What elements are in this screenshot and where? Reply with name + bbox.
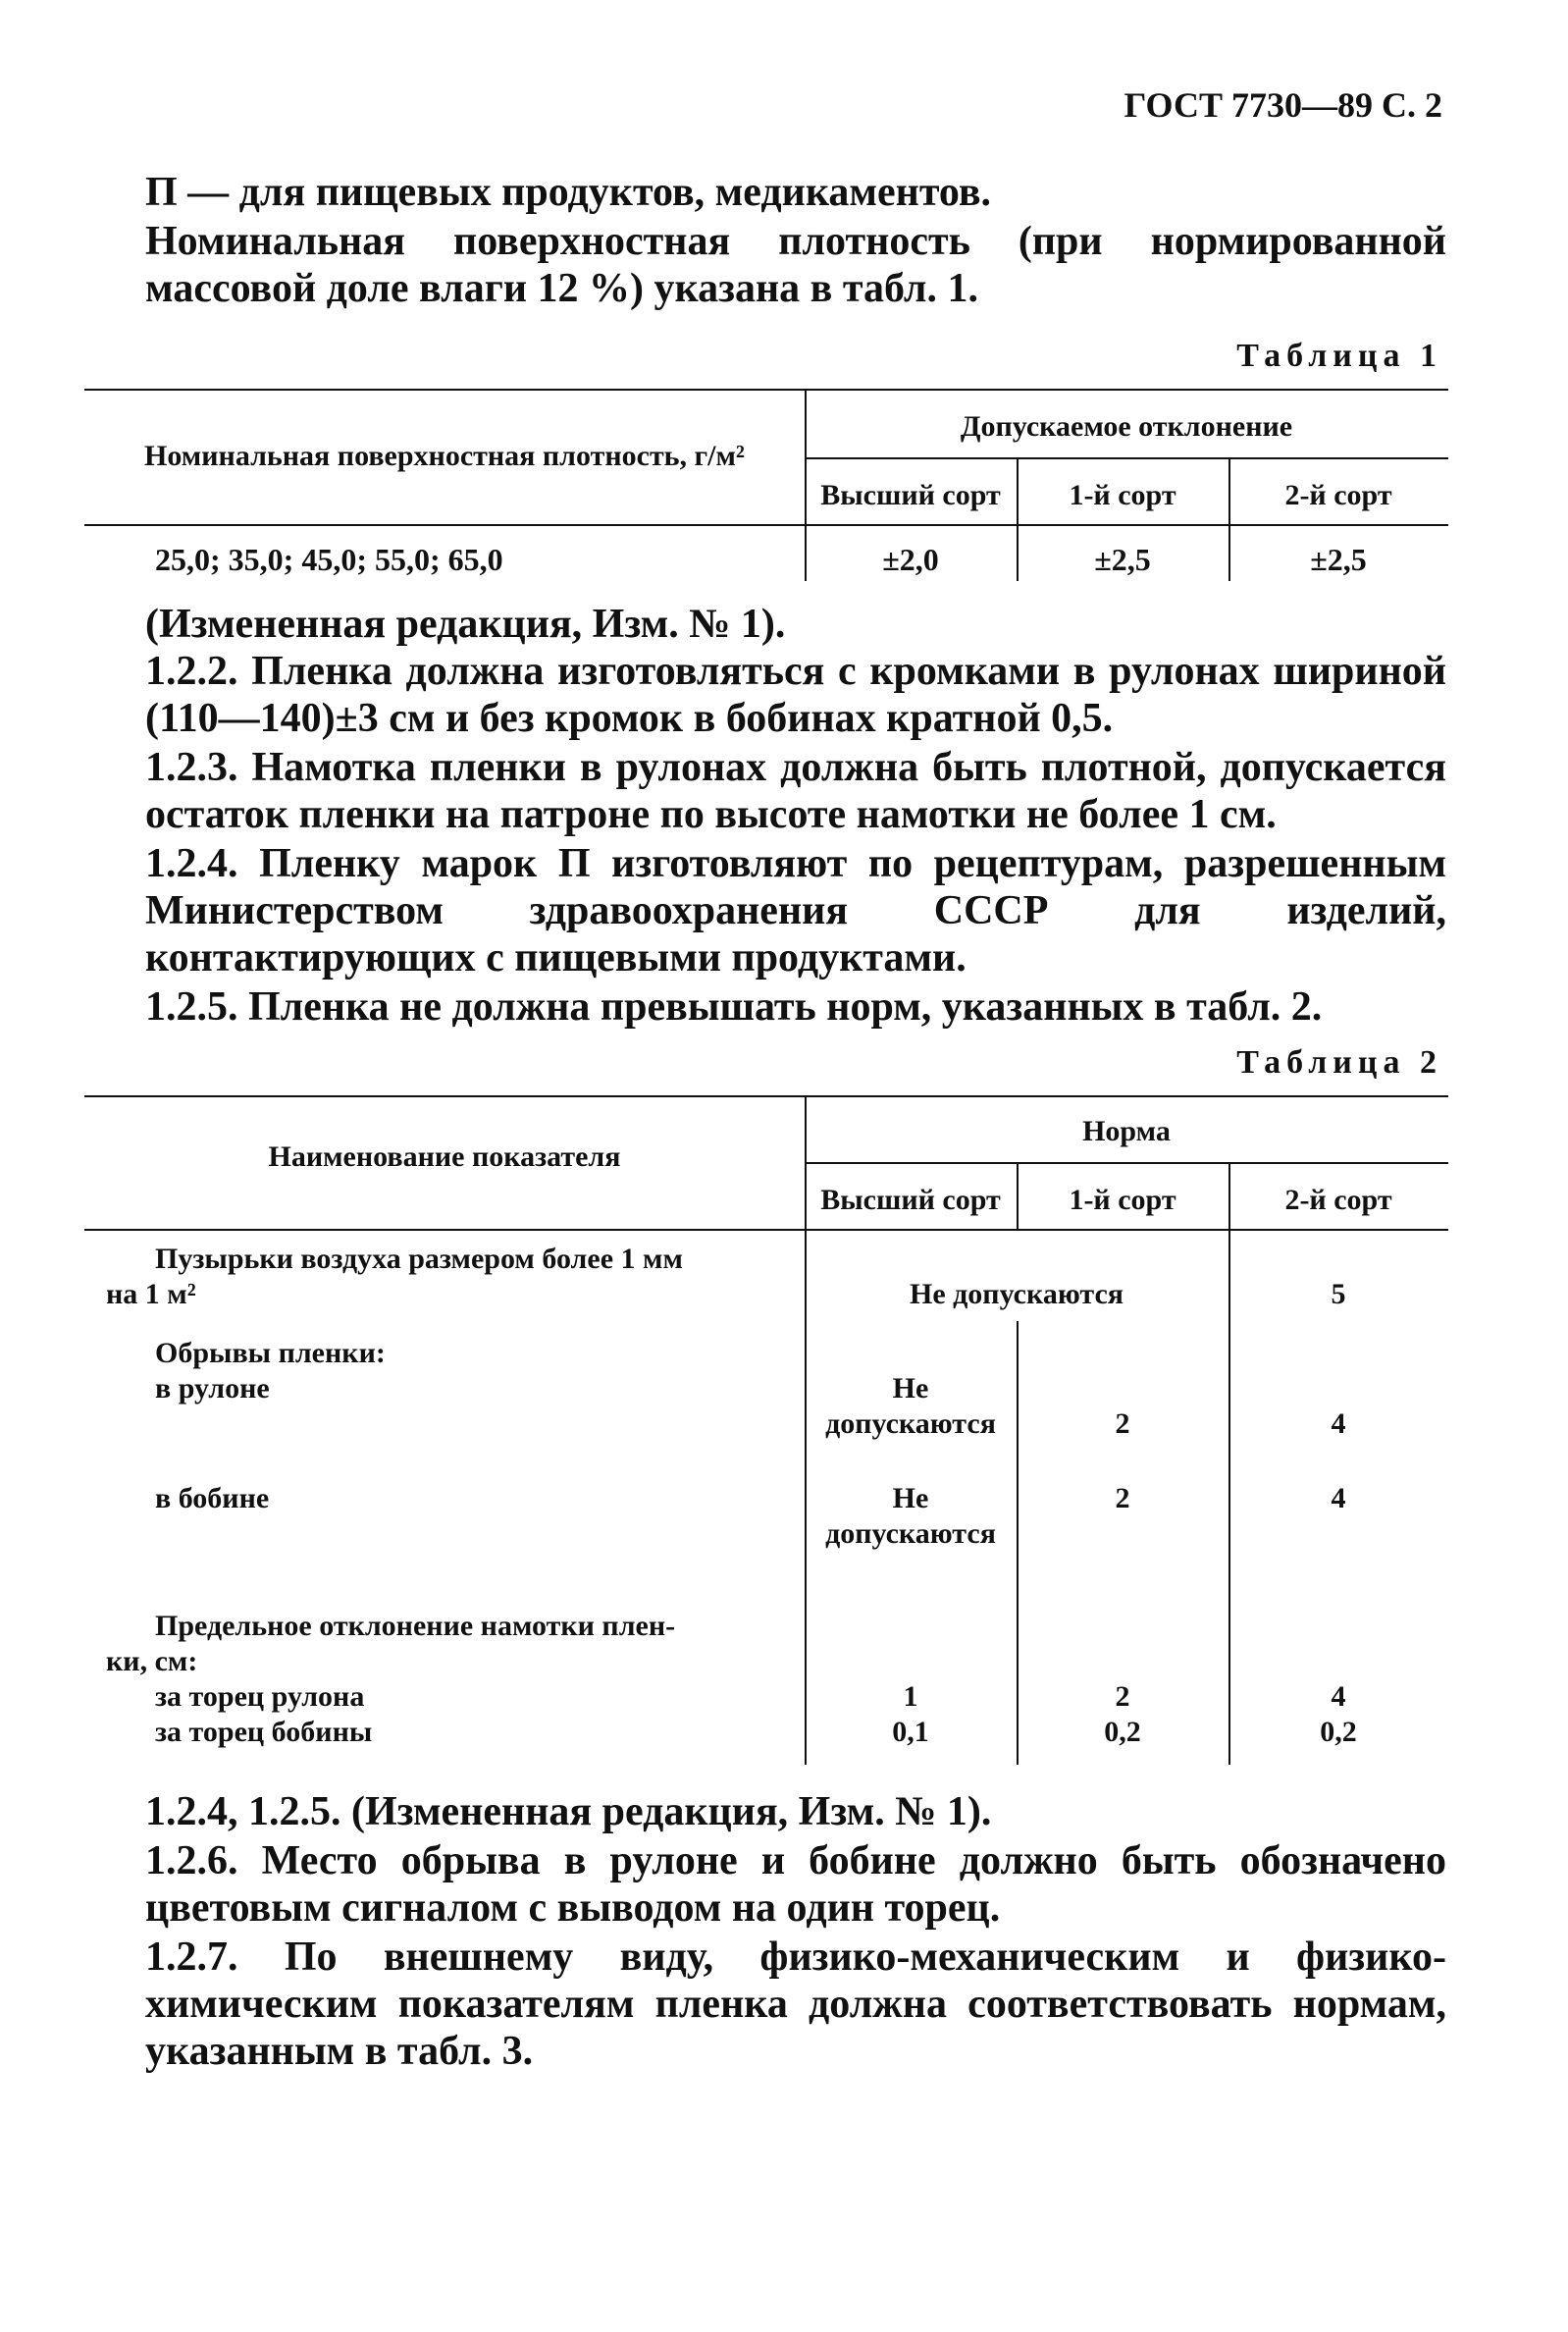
table1-caption: Таблица 1 — [1236, 338, 1442, 374]
table2-r2a-label: в рулоне — [155, 1372, 270, 1404]
para-1-2-5: 1.2.5. Пленка не должна превышать норм, указанных в табл. 2. — [145, 984, 1323, 1030]
table2-r1-label-a: Пузырьки воздуха размером более 1 мм — [155, 1243, 683, 1275]
change-note-2: 1.2.4, 1.2.5. (Измененная редакция, Изм. № 1). — [145, 1789, 992, 1834]
table2-r2a-c2: 2 — [1115, 1407, 1130, 1440]
table2-r1-merged: Не допускаются — [909, 1278, 1124, 1310]
table2-r2b-c1a: Не — [892, 1482, 929, 1514]
table2-r2b-c2: 2 — [1115, 1482, 1130, 1514]
table1-col-head: Номинальная поверхностная плотность, г/м² — [144, 440, 745, 472]
table2-r3-label-b: ки, см: — [106, 1645, 198, 1677]
table1-row-c2: ±2,5 — [1094, 542, 1151, 577]
table2-sub-head-1: Высший сорт — [820, 1184, 1001, 1216]
table1-sub-head-3: 2-й сорт — [1284, 479, 1392, 511]
para-1-2-2 — [145, 648, 1446, 742]
table2-r2-label: Обрывы пленки: — [155, 1337, 386, 1369]
table2-vline-3 — [1228, 1162, 1230, 1765]
intro-line — [145, 169, 1446, 216]
table2-r2b-label: в бобине — [155, 1482, 270, 1514]
table1-top-rule — [84, 389, 1448, 391]
table2-r3a-c2: 2 — [1115, 1680, 1130, 1713]
table2-top-rule — [84, 1095, 1448, 1097]
intro-paragraph: Номинальная поверхностная плотность (при нормированной массовой доле влаги 12 %) указана в табл. 1. — [145, 219, 1446, 311]
table2-r3b-c3: 0,2 — [1320, 1716, 1357, 1748]
table1-row-c1: ±2,0 — [882, 542, 939, 577]
table2-r2a-c1a: Не — [892, 1372, 929, 1404]
table2-group-head: Норма — [1082, 1115, 1171, 1147]
para-1-2-3: 1.2.3. Намотка пленки в рулонах должна быть плотной, допускается остаток пленки на патроне по высоте намотки не более 1 см. — [145, 745, 1446, 837]
change-note-1: (Измененная редакция, Изм. № 1). — [145, 602, 786, 647]
table2-head-rule — [84, 1229, 1448, 1231]
para-1-2-2-text: 1.2.2. Пленка должна изготовляться с кромками в рулонах шириной (110—140)±3 см и без кромок в бобинах кратной 0,5. — [145, 649, 1446, 741]
table2-r2b-c3: 4 — [1331, 1482, 1346, 1514]
table2-r3b-label: за торец бобины — [155, 1716, 373, 1748]
table2-r1-label-b: на 1 м² — [106, 1278, 196, 1310]
table1-row-values: 25,0; 35,0; 45,0; 55,0; 65,0 — [155, 542, 503, 577]
table2-caption: Таблица 2 — [1236, 1044, 1442, 1081]
table2-sub-head-2: 1-й сорт — [1069, 1184, 1176, 1216]
table1-sub-head-1: Высший сорт — [820, 479, 1001, 511]
para-1-2-6: 1.2.6. Место обрыва в рулоне и бобине должно быть обозначено цветовым сигналом с выводом на один торец. — [145, 1838, 1446, 1931]
para-1-2-7: 1.2.7. По внешнему виду, физико-механическим и физико-химическим показателям пленка должна соответствовать нормам, указанным в табл. 3. — [145, 1934, 1446, 2074]
table2-r3a-c1: 1 — [903, 1680, 918, 1713]
table2-sub-head-3: 2-й сорт — [1284, 1184, 1392, 1216]
page-header: ГОСТ 7730—89 С. 2 — [1124, 85, 1442, 125]
table1-group-head: Допускаемое отклонение — [960, 410, 1293, 443]
table1-group-rule — [805, 457, 1448, 459]
table2-r3a-label: за торец рулона — [155, 1680, 365, 1713]
table2-group-rule — [805, 1162, 1448, 1164]
para-1-2-4: 1.2.4. Пленку марок П изготовляют по рецептурам, разрешенным Министерством здравоохранения СССР для изделий, контактирующих с пищевыми продуктами. — [145, 841, 1446, 980]
table1-sub-head-2: 1-й сорт — [1069, 479, 1176, 511]
table2-r2a-c1b: допускаются — [825, 1407, 996, 1440]
table2-r3a-c3: 4 — [1331, 1680, 1346, 1713]
table1-row-c3: ±2,5 — [1310, 542, 1367, 577]
table2-col-head: Наименование показателя — [268, 1140, 621, 1173]
table2-r2b-c1b: допускаются — [825, 1517, 996, 1550]
table2-r1-c3: 5 — [1331, 1278, 1346, 1310]
intro-text: П — для пищевых продуктов, медикаментов. — [145, 170, 992, 215]
table2-r3-label-a: Предельное отклонение намотки плен- — [155, 1610, 676, 1642]
table2-r3b-c1: 0,1 — [892, 1716, 929, 1748]
table1-head-rule — [84, 524, 1448, 526]
table2-r2a-c3: 4 — [1331, 1407, 1346, 1440]
table2-r3b-c2: 0,2 — [1104, 1716, 1141, 1748]
